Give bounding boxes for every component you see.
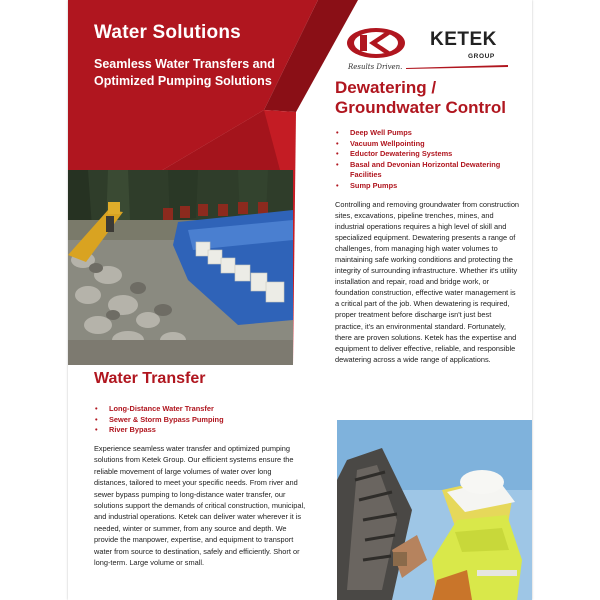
dewatering-list [335,128,525,192]
list-item: • Long-Distance Water Transfer [94,404,304,415]
brand-tagline: Results Driven. [348,63,403,71]
hero-subtitle: Seamless Water Transfers and Optimized Pumping Solutions [94,57,275,88]
water-transfer-list [94,404,304,436]
brand-name: KETEK [430,29,497,50]
dewatering-worker-photo [337,420,532,600]
dewatering-body: Controlling and removing groundwater from construction sites, excavations, pipeline trenches, mines, and industrial operations requires a high level of skill and specialized equipment. Dewatering presents a range of challenges, from managing high water volumes to maintaining safe working conditions and protecting the integrity of surrounding infrastructure. Whether it's utility installation and repair, road and bridge work, or foundation construction, effective water management is a critical part of the job. When dewatering is required, proper treatment before discharge isn't just best practice, it's an environmental standard. Fortunately, there are proven solutions. Ketek has the expertise and equipment to deliver effective, reliable, and responsible dewatering across a wide range of applications. [335,200,520,364]
hero-title: Water Solutions [94,22,241,43]
brand-group: GROUP [468,53,495,60]
list-item: • River Bypass [94,425,304,436]
brochure-page [68,0,532,600]
list-item: • Eductor Dewatering Systems [335,149,525,160]
list-item: • Basal and Devonian Horizontal Dewatering Facilities [335,160,525,181]
list-item: • Deep Well Pumps [335,128,525,139]
water-transfer-photo [68,170,293,365]
list-item: • Vacuum Wellpointing [335,139,525,150]
list-item: • Sewer & Storm Bypass Pumping [94,415,304,426]
water-transfer-title: Water Transfer [94,370,206,387]
dewatering-title: Dewatering / Groundwater Control [335,78,506,117]
water-transfer-body: Experience seamless water transfer and optimized pumping solutions from Ketek Group. Our efficient systems ensure the reliable movement of large volumes of water over long distances, tailored to meet your specific needs. From river and sewer bypass pumping to long-distance water transfer, our solutions support the demands of critical construction, municipal, and industrial operations. Ketek can deliver water wherever it is needed, winter or summer, from any source and depth. We provide the manpower, expertise, and equipment to transport water from source to destination, safely and efficiently. Short or long-term. Large volume or small. [94,444,306,568]
list-item: • Sump Pumps [335,181,525,192]
ketek-logo [346,27,508,71]
ketek-k-icon [346,27,406,59]
logo-underline [406,65,508,69]
